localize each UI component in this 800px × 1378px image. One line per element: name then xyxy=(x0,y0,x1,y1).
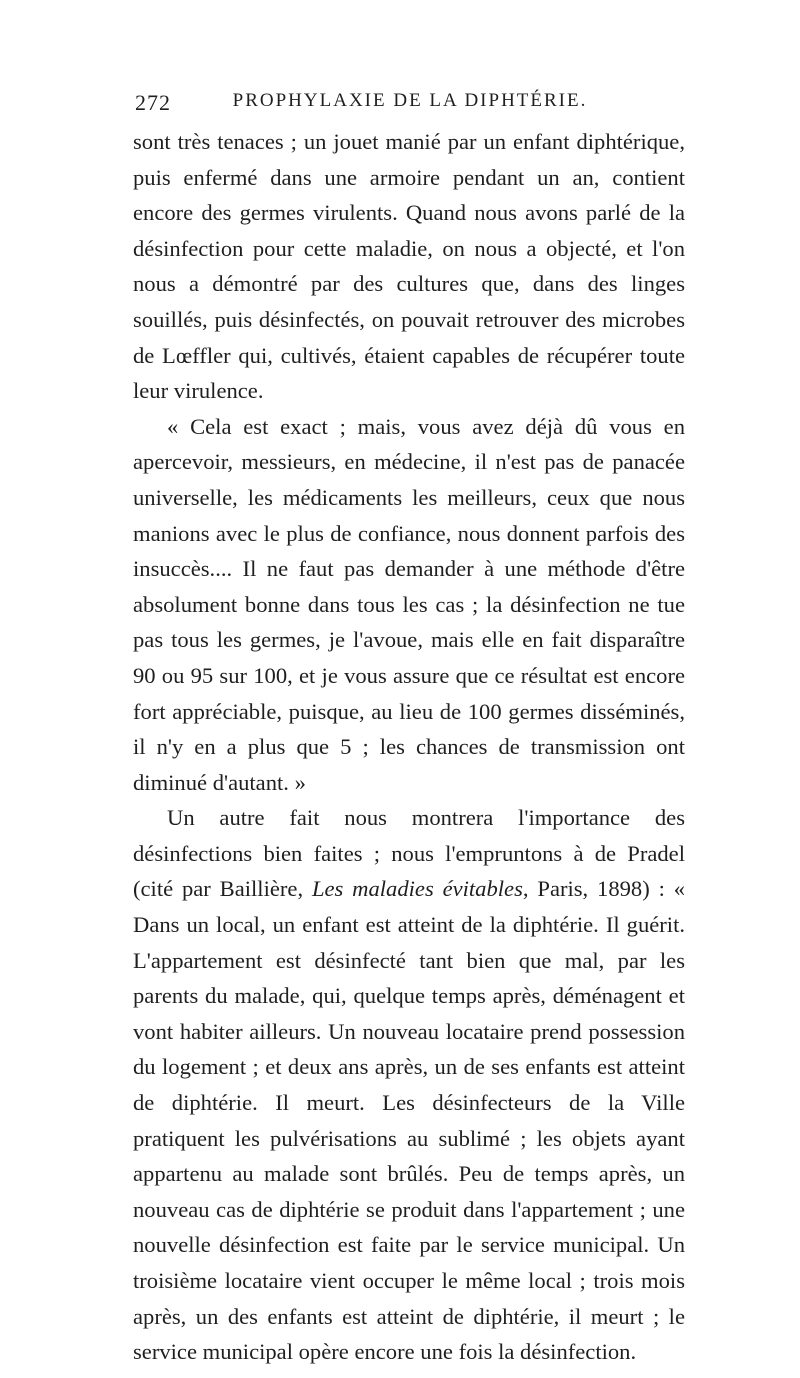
paragraph-text: sont très tenaces ; un jouet manié par un enfant diphtérique, puis enfermé dans une armoire pendant un an, contient encore des germes virulents. Quand nous avons parlé de la désinfection pour cette maladie, on nous a objecté, et l'on nous a démontré par des cultures que, dans des linges souillés, puis désinfectés, on pouvait retrouver des microbes de Lœffler qui, cultivés, étaient capables de récupérer toute leur virulence. xyxy=(133,129,685,404)
paragraph-text: , Paris, 1898) : « Dans un local, un enfant est atteint de la diphtérie. Il guérit. L'appartement est désinfecté tant bien que mal, par les parents du malade, qui, quelque temps après, déménagent et vont habiter ailleurs. Un nouveau locataire prend possession du logement ; et deux ans après, un de ses enfants est atteint de diphtérie. Il meurt. Les désinfecteurs de la Ville pratiquent les pulvérisations au sublimé ; les objets ayant appartenu au malade sont brûlés. Peu de temps après, un nouveau cas de diphtérie se produit dans l'appartement ; une nouvelle désinfection est faite par le service municipal. Un troisième locataire vient occuper le même local ; trois mois après, un des enfants est atteint de diphtérie, il meurt ; le service municipal opère encore une fois la désinfection. xyxy=(133,876,685,1365)
book-title: Les maladies évitables xyxy=(311,876,523,902)
paragraph-pradel-case xyxy=(133,800,685,1370)
running-head xyxy=(135,90,685,120)
paragraph-text: Un autre fait nous montrera l'importance des désinfections bien faites ; nous l'empruntons à de Pradel (cité par Baillière, xyxy=(133,805,685,902)
paragraph-continuation xyxy=(133,124,685,409)
paragraph-text: « Cela est exact ; mais, vous avez déjà dû vous en apercevoir, messieurs, en médecine, il n'est pas de panacée universelle, les médicaments les meilleurs, ceux que nous manions avec le plus de confiance, nous donnent parfois des insuccès.... Il ne faut pas demander à une méthode d'être absolument bonne dans tous les cas ; la désinfection ne tue pas tous les germes, je l'avoue, mais elle en fait disparaître 90 ou 95 sur 100, et je vous assure que ce résultat est encore fort appréciable, puisque, au lieu de 100 germes disséminés, il n'y en a plus que 5 ; les chances de transmission ont diminué d'autant. » xyxy=(133,413,685,795)
page-number: 272 xyxy=(135,90,171,115)
running-title: PROPHYLAXIE DE LA DIPHTÉRIE. xyxy=(232,90,588,111)
body-text xyxy=(133,124,685,1370)
paragraph-quotation xyxy=(133,409,685,801)
